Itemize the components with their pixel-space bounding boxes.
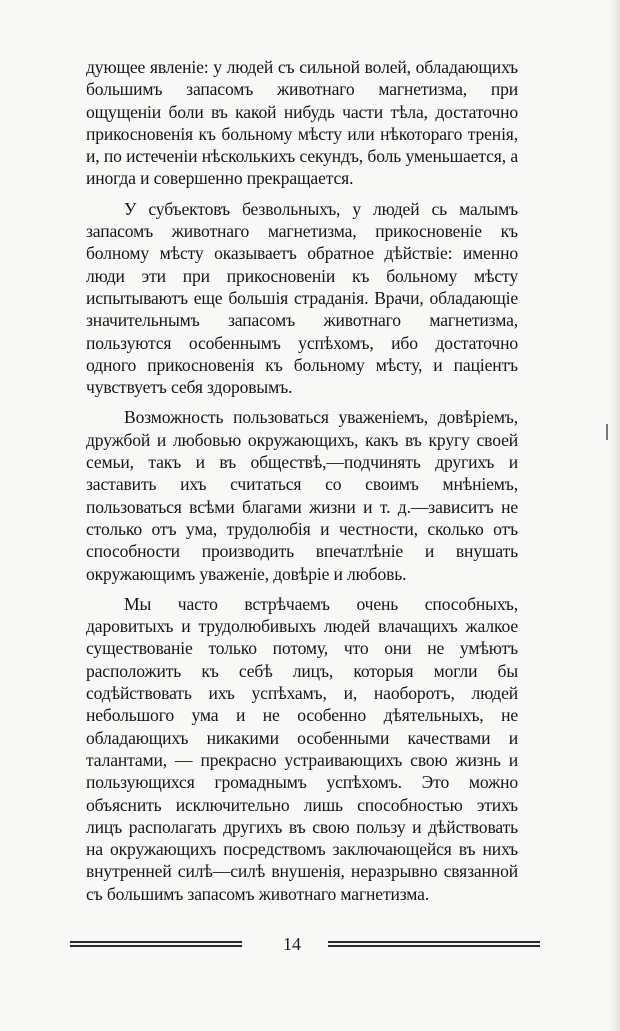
paragraph-1: дующее явленіе: у людей съ сильной волей, обладающихъ большимъ запасомъ животнаго магнетизма, при ощущеніи боли въ какой нибудь части тѣла, достаточно прикосновенія къ больному мѣсту или нѣкотораго тренія, и, по истеченіи нѣсколькихъ секундъ, боль уменьшается, а иногда и совершенно прекращается. [86, 57, 518, 189]
paragraph-4: Мы часто встрѣчаемъ очень способныхъ, даровитыхъ и трудолюбивыхъ людей влачащихъ жалкое существованіе только потому, что они не умѣютъ расположить къ себѣ лицъ, которыя могли бы содѣйствовать ихъ успѣхамъ, и, наоборотъ, людей небольшого ума и не особенно дѣятельныхъ, не обладающихъ никакими особенными качествами и талантами, — прекрасно устраивающихъ свою жизнь и пользующихся громаднымъ успѣхомъ. Это можно объяснить исключительно лишь способностью этихъ лицъ располагать другихъ въ свою пользу и дѣйствовать на окружающихъ посредствомъ заключающейся въ нихъ внутренней силѣ—силѣ внушенія, неразрывно связанной съ большимъ запасомъ животнаго магнетизма. [86, 593, 518, 904]
paragraph-3: Возможность пользоваться уваженіемъ, довѣріемъ, дружбой и любовью окружающихъ, какъ въ кругу своей семьи, такъ и въ обществѣ,—подчинять другихъ и заставить ихъ считаться со своимъ мнѣніемъ, пользоваться всѣми благами жизни и т. д.—зависитъ не столько отъ ума, трудолюбія и честности, сколько отъ способности производить впечатлѣніе и внушать окружающимъ уваженіе, довѣріе и любовь. [86, 407, 518, 584]
footer-rule-right [328, 941, 540, 951]
footer-rule-left [70, 941, 242, 951]
page-edge-shadow [610, 0, 620, 1031]
body-text [86, 56, 518, 905]
paragraph-2: У субъектовъ безвольныхъ, у людей сь малымъ запасомъ животнаго магнетизма, прикосновеніе къ болному мѣсту оказываетъ обратное дѣйствіе: именно люди эти при прикосновеніи къ больному мѣсту испытываютъ еще большія страданія. Врачи, обладающіе значительнымъ запасомъ животнаго магнетизма, пользуются особеннымъ успѣхомъ, ибо достаточно одного прикосновенія къ больному мѣсту, и паціентъ чувствуетъ себя здоровымъ. [86, 198, 518, 398]
page-number: 14 [283, 934, 301, 954]
page-edge-mark [606, 424, 608, 440]
page-footer [70, 934, 540, 960]
